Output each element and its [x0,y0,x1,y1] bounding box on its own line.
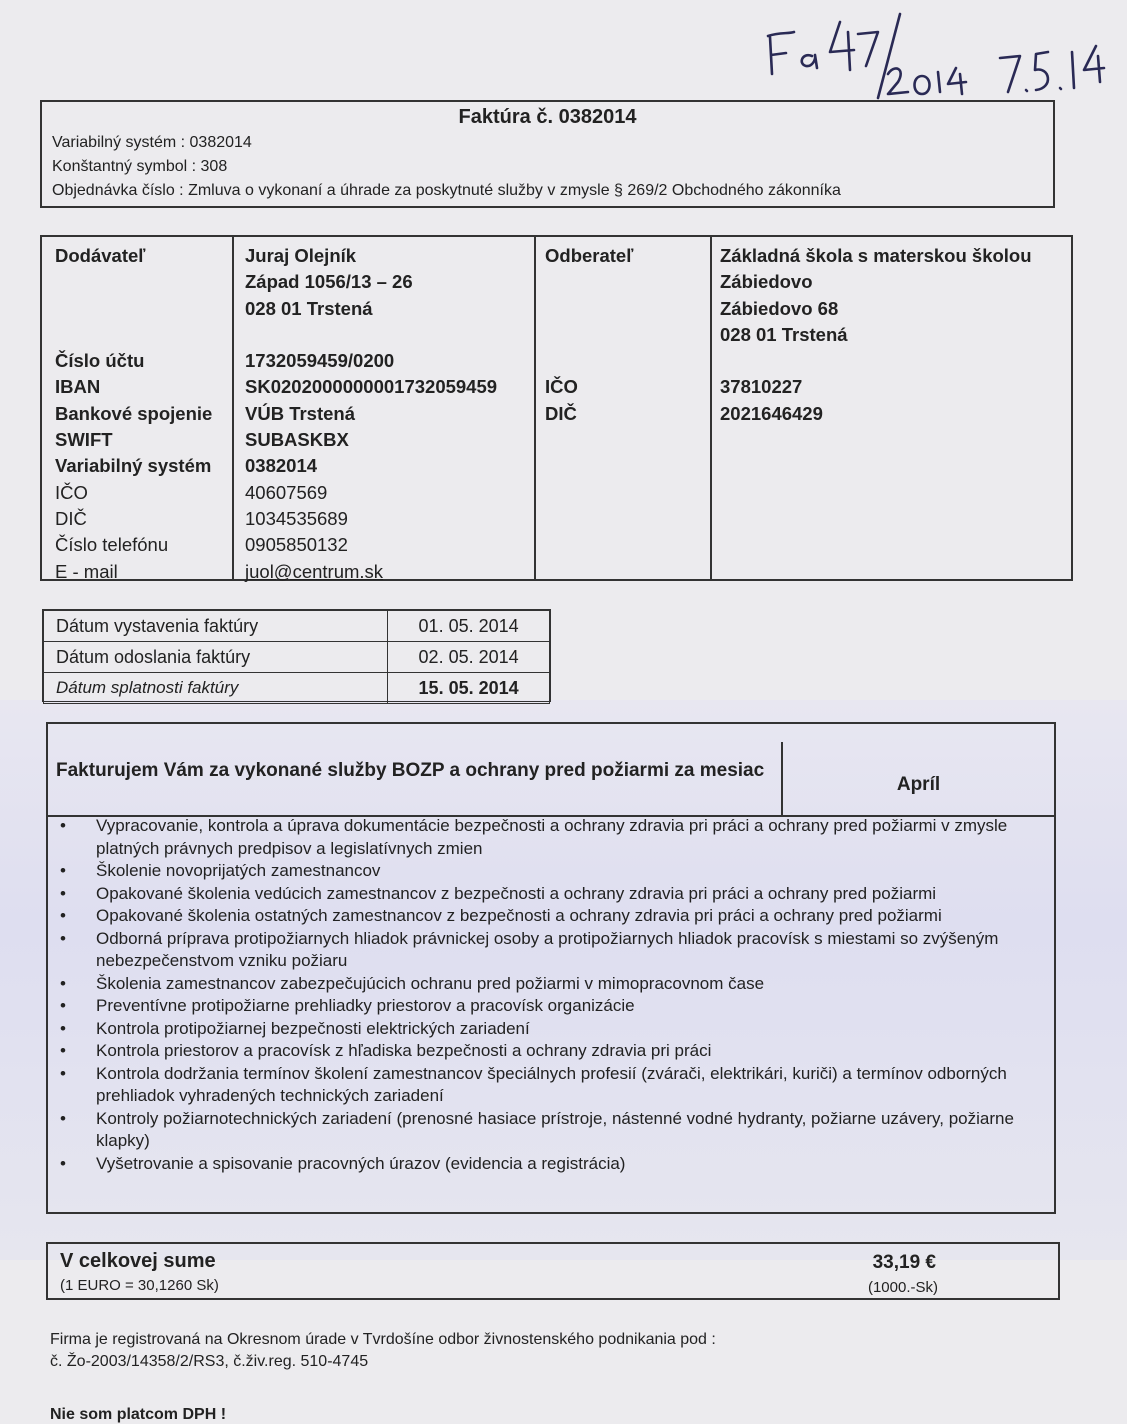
bullet-icon: • [60,928,66,948]
bullet-icon: • [60,1108,66,1128]
bullet-icon: • [60,883,66,903]
handwritten-note [760,12,1120,102]
registration-line-2: č. Žo-2003/14358/2/RS3, č.živ.reg. 510-4745 [50,1353,369,1370]
bullet-icon: • [60,861,66,880]
label-email: E - mail [55,560,118,582]
date-label: Dátum splatnosti faktúry [44,673,388,704]
exchange-rate: (1 EURO = 30,1260 Sk) [60,1277,219,1294]
due-date-value: 15. 05. 2014 [388,673,550,704]
registration-line-1: Firma je registrovaná na Okresnom úrade v Tvrdošíne odbor živnostenského podnikania pod : [50,1331,716,1348]
date-label: Dátum vystavenia faktúry [44,611,388,642]
services-month: Apríl [896,774,941,795]
bullet-icon: • [60,1153,66,1173]
date-label: Dátum odoslania faktúry [44,642,388,673]
services-heading: Fakturujem Vám za vykonané služby BOZP a ochrany pred požiarmi za mesiac [56,760,765,781]
supplier-labels [55,243,212,585]
list-item: • Kontroly požiarnotechnických zariadení (prenosné hasiace prístroje, nástenné vodné hydranty, požiarne uzávery, požiarne klapky) [60,1108,1014,1150]
customer-ico: 37810227 [720,376,803,398]
variable-system: Variabilný systém : 0382014 [52,134,252,151]
customer-name: Základná škola s materskou školou [720,245,1032,266]
total-box [46,1242,1060,1300]
label-phone: Číslo telefónu [55,534,169,556]
label-swift: SWIFT [55,429,113,451]
label-bank: Bankové spojenie [55,402,213,424]
list-item: • Školenie novoprijatých zamestnancov [48,860,1048,883]
label-account: Číslo účtu [55,350,145,372]
value-phone: 0905850132 [245,534,348,556]
services-list [48,815,1048,1175]
customer-city: 028 01 Trstená [720,323,848,345]
customer-dic-label: DIČ [545,402,577,424]
list-item: • Odborná príprava protipožiarnych hliadok právnickej osoby a protipožiarnych hliadok pracovísk s miestami so zvýšeným nebezpečenstvom vzniku požiaru [60,928,999,970]
total-amount: 33,19 € [872,1252,936,1273]
customer-values [720,243,1032,427]
label-var-system: Variabilný systém [55,455,212,477]
email-link[interactable]: juol@centrum.sk [245,560,384,582]
table-row [44,673,550,704]
order-number: Objednávka číslo : Zmluva o vykonaní a úhrade za poskytnuté služby v zmysle § 269/2 Obchodného zákonníka [52,182,841,199]
supplier-street: Západ 1056/13 – 26 [245,271,413,293]
customer-street: Zábiedovo 68 [720,297,839,319]
table-row [44,642,550,673]
list-item: • Preventívne protipožiarne prehliadky priestorov a pracovísk organizácie [48,995,1048,1018]
services-header [48,724,1054,817]
customer-dic: 2021646429 [720,402,823,424]
date-value: 01. 05. 2014 [388,611,550,642]
bullet-icon: • [60,996,66,1015]
divider [232,237,234,579]
label-ico: IČO [55,481,88,503]
divider [710,237,712,579]
total-label: V celkovej sume [60,1250,216,1272]
invoice-header [40,100,1055,208]
label-dic: DIČ [55,507,87,529]
list-item: • Opakované školenia ostatných zamestnancov z bezpečnosti a ochrany zdravia pri práci a ochrany pred požiarmi [48,905,1048,928]
customer-labels [545,243,633,427]
value-account: 1732059459/0200 [245,350,395,372]
value-var-system: 0382014 [245,455,318,477]
invoice-title: Faktúra č. 0382014 [458,106,637,128]
list-item: • Vypracovanie, kontrola a úprava dokumentácie bezpečnosti a ochrany zdravia pri práci a ochrany pred požiarmi v zmysle platných právnych predpisov a legislatívnych zmien [60,816,1008,858]
bullet-icon: • [60,1063,66,1083]
constant-symbol: Konštantný symbol : 308 [52,158,228,175]
customer-heading: Odberateľ [545,245,634,266]
bullet-icon: • [60,973,66,993]
supplier-name: Juraj Olejník [245,245,357,266]
list-item: • Kontrola dodržania termínov školení zamestnancov špeciálnych profesií (zvárači, elektrikári, kuriči) a termínov odborných prehliadok vyhradených technických zariadení [60,1063,1007,1105]
customer-line2: Zábiedovo [720,271,813,293]
dates-table [42,609,551,702]
supplier-heading: Dodávateľ [55,245,146,266]
label-iban: IBAN [55,376,101,398]
value-swift: SUBASKBX [245,429,349,451]
value-iban: SK0202000000001732059459 [245,376,498,398]
divider [534,237,536,579]
supplier-values [245,243,497,585]
list-item: • Kontrola protipožiarnej bezpečnosti elektrických zariadení [48,1018,1048,1041]
parties-table [40,235,1073,581]
bullet-icon: • [60,1018,66,1038]
list-item: • Kontrola priestorov a pracovísk z hľadiska bezpečnosti a ochrany zdravia pri práci [48,1040,1048,1063]
list-item: • Vyšetrovanie a spisovanie pracovných úrazov (evidencia a registrácia) [48,1153,1048,1176]
customer-ico-label: IČO [545,376,578,398]
bullet-icon: • [60,816,66,835]
vat-note: Nie som platcom DPH ! [50,1406,227,1423]
table-row [44,611,550,642]
value-ico: 40607569 [245,481,328,503]
supplier-city: 028 01 Trstená [245,297,373,319]
value-dic: 1034535689 [245,507,348,529]
list-item: • Opakované školenia vedúcich zamestnancov z bezpečnosti a ochrany zdravia pri práci a ochrany pred požiarmi [48,883,1048,906]
bullet-icon: • [60,1041,66,1060]
list-item: • Školenia zamestnancov zabezpečujúcich ochranu pred požiarmi v mimopracovnom čase [48,973,1048,996]
bullet-icon: • [60,906,66,925]
services-box [46,722,1056,1214]
total-amount-sk: (1000.-Sk) [867,1279,938,1296]
date-value: 02. 05. 2014 [388,642,550,673]
value-bank: VÚB Trstená [245,402,356,424]
